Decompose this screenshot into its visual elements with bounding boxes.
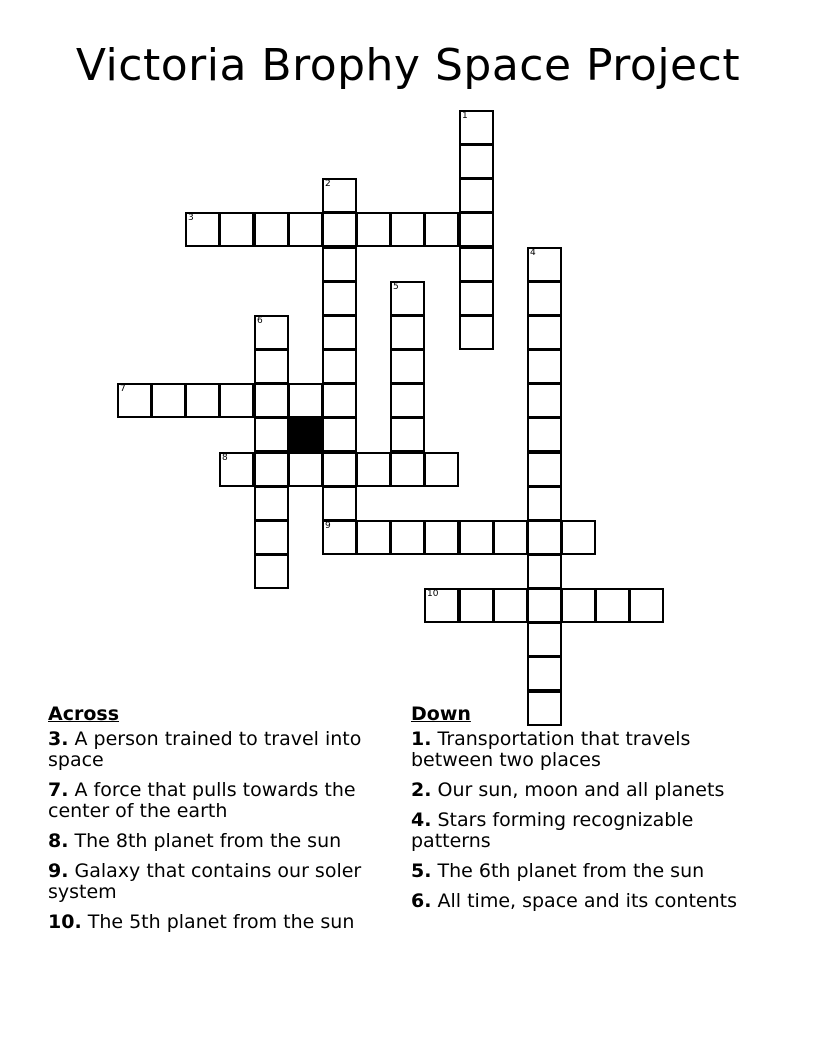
across-clues: [48, 704, 388, 942]
clue-down-2[interactable]: 2. Our sun, moon and all planets: [411, 779, 725, 801]
grid-cell[interactable]: [527, 383, 562, 418]
grid-cell[interactable]: [527, 247, 562, 282]
grid-cell[interactable]: [322, 349, 357, 384]
grid-cell[interactable]: [322, 178, 357, 213]
grid-cell[interactable]: [561, 520, 596, 555]
grid-cell[interactable]: [459, 281, 494, 316]
grid-cell[interactable]: [459, 178, 494, 213]
grid-cell[interactable]: [390, 212, 425, 247]
grid-cell[interactable]: [322, 281, 357, 316]
grid-cell[interactable]: [390, 383, 425, 418]
grid-cell[interactable]: [322, 452, 357, 487]
clue-number: 4: [411, 809, 425, 831]
clue-text: The 8th planet from the sun: [74, 830, 342, 852]
grid-cell[interactable]: [219, 452, 254, 487]
grid-cell[interactable]: [424, 452, 459, 487]
grid-cell[interactable]: [322, 520, 357, 555]
grid-cell[interactable]: [527, 349, 562, 384]
grid-cell[interactable]: [390, 349, 425, 384]
grid-cell[interactable]: [459, 212, 494, 247]
cell-number: 10: [427, 589, 439, 599]
grid-cell[interactable]: [390, 452, 425, 487]
grid-cell[interactable]: [390, 520, 425, 555]
down-heading: Down: [411, 703, 471, 725]
grid-cell[interactable]: [254, 383, 289, 418]
clue-text: The 5th planet from the sun: [87, 911, 355, 933]
cell-number: 1: [462, 111, 468, 121]
grid-cell[interactable]: [288, 383, 323, 418]
grid-cell[interactable]: [424, 520, 459, 555]
clue-text: Galaxy that contains our soler system: [48, 860, 362, 903]
grid-cell[interactable]: [254, 554, 289, 589]
grid-cell[interactable]: [322, 247, 357, 282]
grid-cell[interactable]: [254, 452, 289, 487]
grid-cell[interactable]: [527, 656, 562, 691]
grid-cell[interactable]: [322, 315, 357, 350]
clue-across-9[interactable]: 9. Galaxy that contains our soler system: [48, 860, 362, 903]
cell-number: 7: [120, 384, 126, 394]
cell-number: 9: [325, 521, 331, 531]
clue-across-3[interactable]: 3. A person trained to travel into space: [48, 728, 362, 771]
grid-cell[interactable]: [254, 349, 289, 384]
grid-cell[interactable]: [356, 212, 391, 247]
grid-cell[interactable]: [459, 110, 494, 145]
grid-cell[interactable]: [459, 588, 494, 623]
grid-cell[interactable]: [322, 417, 357, 452]
grid-cell[interactable]: [185, 212, 220, 247]
clue-number: 2: [411, 779, 425, 801]
grid-cell[interactable]: [322, 383, 357, 418]
grid-cell[interactable]: [493, 520, 528, 555]
clue-number: 10: [48, 911, 75, 933]
grid-cell[interactable]: [527, 588, 562, 623]
grid-cell[interactable]: [390, 315, 425, 350]
grid-cell[interactable]: [254, 315, 289, 350]
grid-cell[interactable]: [527, 315, 562, 350]
cell-number: 8: [222, 453, 228, 463]
grid-cell[interactable]: [288, 452, 323, 487]
across-heading: Across: [48, 703, 120, 725]
grid-cell[interactable]: [322, 212, 357, 247]
grid-cell[interactable]: [493, 588, 528, 623]
clue-text: A force that pulls towards the center of the earth: [48, 779, 356, 822]
grid-cell[interactable]: [527, 452, 562, 487]
clue-text: Our sun, moon and all planets: [437, 779, 725, 801]
grid-cell[interactable]: [561, 588, 596, 623]
grid-cell[interactable]: [322, 486, 357, 521]
clue-number: 6: [411, 890, 425, 912]
grid-cell[interactable]: [390, 417, 425, 452]
down-clues: [411, 704, 751, 921]
cell-number: 6: [257, 316, 263, 326]
clue-number: 7: [48, 779, 62, 801]
grid-cell[interactable]: [254, 520, 289, 555]
grid-cell[interactable]: [219, 212, 254, 247]
grid-cell[interactable]: [424, 212, 459, 247]
grid-cell[interactable]: [459, 315, 494, 350]
grid-cell[interactable]: [117, 383, 152, 418]
grid-cell[interactable]: [151, 383, 186, 418]
grid-cell[interactable]: [185, 383, 220, 418]
clue-down-5[interactable]: 5. The 6th planet from the sun: [411, 860, 705, 882]
clue-down-6[interactable]: 6. All time, space and its contents: [411, 890, 737, 912]
clue-across-8[interactable]: 8. The 8th planet from the sun: [48, 830, 342, 852]
grid-cell[interactable]: [219, 383, 254, 418]
clue-down-1[interactable]: 1. Transportation that travels between two places: [411, 728, 691, 771]
cell-number: 2: [325, 179, 331, 189]
clue-number: 3: [48, 728, 62, 750]
grid-cell[interactable]: [356, 520, 391, 555]
grid-cell[interactable]: [527, 520, 562, 555]
grid-cell[interactable]: [254, 417, 289, 452]
grid-cell[interactable]: [527, 622, 562, 657]
puzzle-title: Victoria Brophy Space Project: [75, 40, 741, 91]
clue-number: 1: [411, 728, 425, 750]
clue-text: Stars forming recognizable patterns: [411, 809, 694, 852]
clue-across-7[interactable]: 7. A force that pulls towards the center of the earth: [48, 779, 356, 822]
black-cell: [288, 417, 323, 452]
clue-number: 8: [48, 830, 62, 852]
grid-cell[interactable]: [459, 247, 494, 282]
clue-text: The 6th planet from the sun: [437, 860, 705, 882]
clue-number: 5: [411, 860, 425, 882]
grid-cell[interactable]: [254, 486, 289, 521]
clue-number: 9: [48, 860, 62, 882]
grid-cell[interactable]: [527, 281, 562, 316]
grid-cell[interactable]: [356, 452, 391, 487]
grid-cell[interactable]: [629, 588, 664, 623]
grid-cell[interactable]: [595, 588, 630, 623]
grid-cell[interactable]: [459, 144, 494, 179]
clue-text: A person trained to travel into space: [48, 728, 362, 771]
cell-number: 5: [393, 282, 399, 292]
cell-number: 4: [530, 248, 536, 258]
grid-cell[interactable]: [254, 212, 289, 247]
clue-text: All time, space and its contents: [437, 890, 737, 912]
grid-cell[interactable]: [527, 417, 562, 452]
grid-cell[interactable]: [288, 212, 323, 247]
cell-number: 3: [188, 213, 194, 223]
clue-across-10[interactable]: 10. The 5th planet from the sun: [48, 911, 355, 933]
grid-cell[interactable]: [527, 486, 562, 521]
grid-cell[interactable]: [424, 588, 459, 623]
grid-cell[interactable]: [459, 520, 494, 555]
grid-cell[interactable]: [527, 554, 562, 589]
grid-cell[interactable]: [390, 281, 425, 316]
clue-down-4[interactable]: 4. Stars forming recognizable patterns: [411, 809, 694, 852]
clue-text: Transportation that travels between two places: [411, 728, 691, 771]
